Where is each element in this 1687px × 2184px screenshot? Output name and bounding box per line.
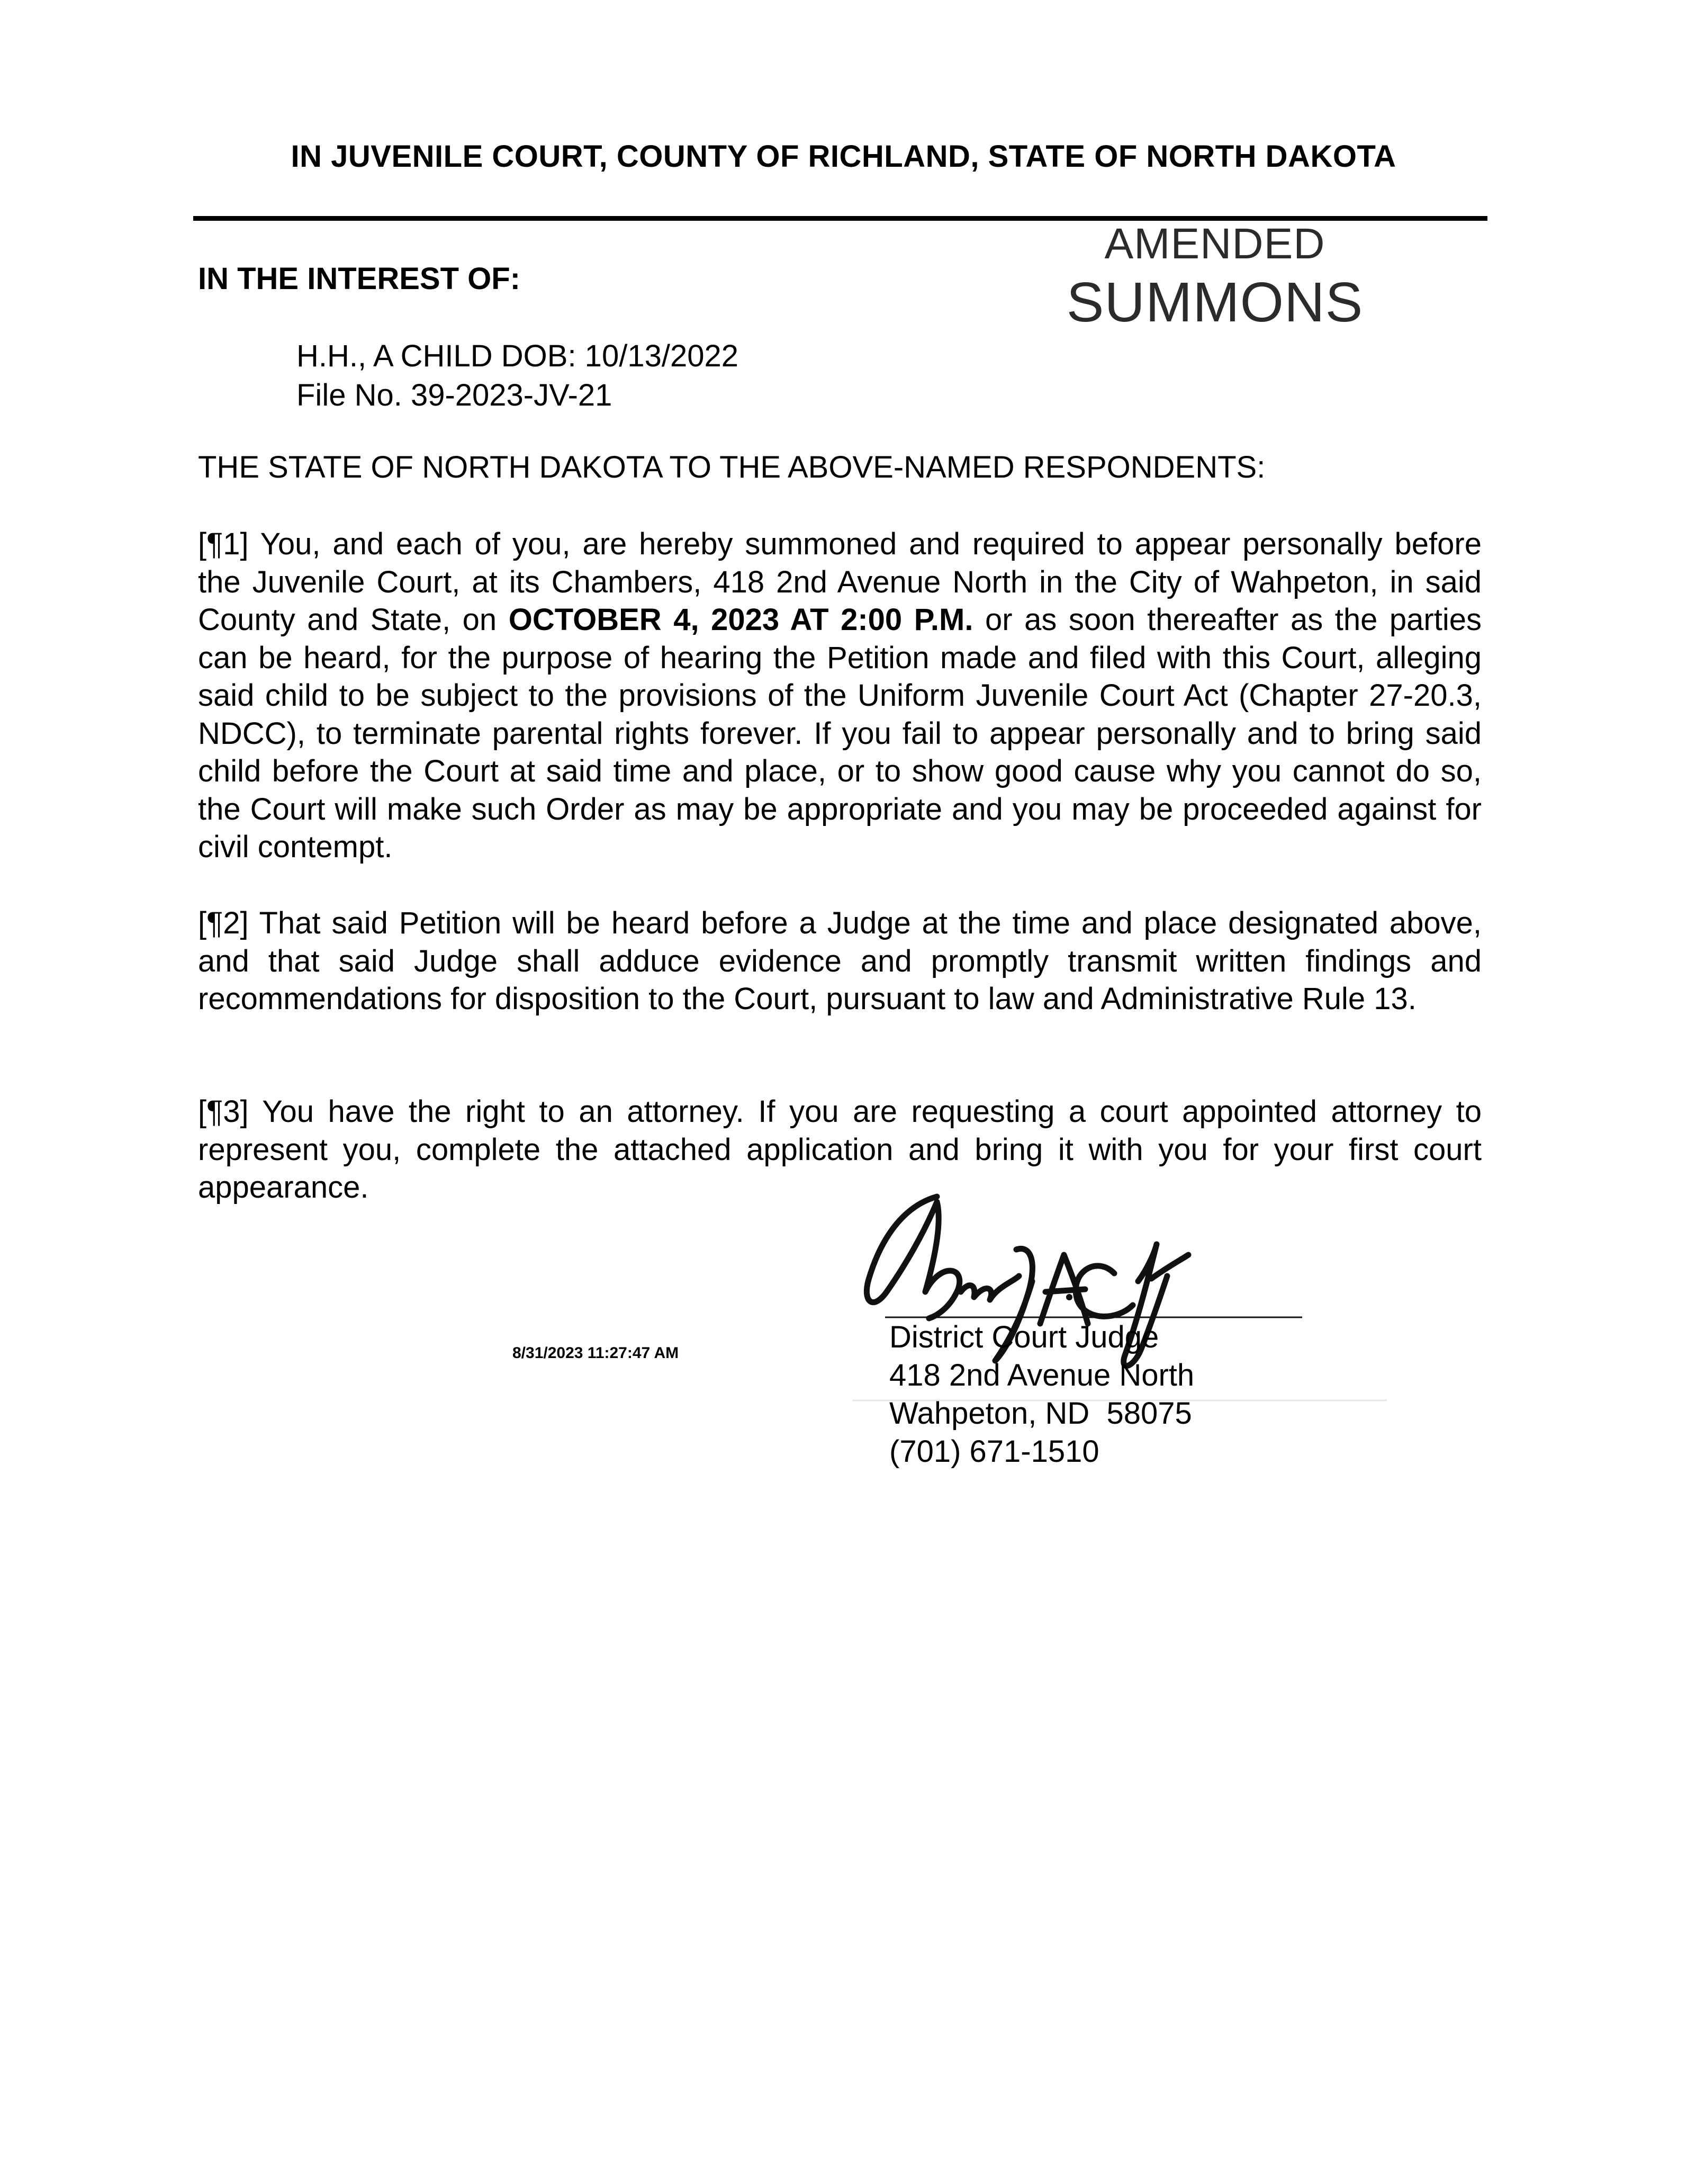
paragraph-1-text-cont: or as soon thereafter as the parties can be heard, for the purpose of hearing the Petition made and filed with this Court, alleging said child to be subject to the provisions of the Uniform Juvenile Court Act (Chapter 27-20.3, NDCC), to terminate parental rights forever. If you fail to appear personally and to bring said child before the Court at said time and place, or to show good cause why you cannot do so, the Court will make such Order as may be appropriate and you may be proceeded against for civil contempt. — [198, 603, 1482, 864]
signer-address-1: 418 2nd Avenue North — [889, 1358, 1195, 1392]
amended-summons-stamp — [1056, 220, 1374, 334]
court-title: IN JUVENILE COURT, COUNTY OF RICHLAND, STATE OF NORTH DAKOTA — [291, 139, 1396, 174]
stamp-summons: SUMMONS — [1066, 271, 1364, 334]
signature-timestamp: 8/31/2023 11:27:47 AM — [512, 1344, 679, 1362]
interest-label: IN THE INTEREST OF: — [198, 262, 520, 296]
hearing-date: OCTOBER 4, 2023 AT 2:00 P.M. — [508, 603, 973, 637]
file-number: File No. 39-2023-JV-21 — [296, 378, 612, 412]
paragraph-1-text: [¶1] You, and each of you, are hereby summoned and required to appear personally before the Juvenile Court, at its Chambers, 418 2nd Avenue North in the City of Wahpeton, in said County and State, on — [198, 527, 1482, 637]
signer-phone: (701) 671-1510 — [889, 1434, 1099, 1469]
paragraph-3: [¶3] You have the right to an attorney. If you are requesting a court appointed attorney to represent you, complete the attached application and bring it with you for your first court appearance. — [198, 1094, 1482, 1205]
child-info — [296, 337, 738, 415]
address-line: THE STATE OF NORTH DAKOTA TO THE ABOVE-NAMED RESPONDENTS: — [198, 450, 1266, 484]
paragraph-1 — [198, 525, 1482, 866]
child-line: H.H., A CHILD DOB: 10/13/2022 — [296, 339, 738, 373]
signature-block — [889, 1318, 1194, 1471]
signer-title: District Court Judge — [889, 1320, 1159, 1354]
stamp-amended: AMENDED — [1104, 220, 1325, 268]
signer-address-2: Wahpeton, ND 58075 — [889, 1396, 1192, 1431]
paragraph-2: [¶2] That said Petition will be heard before a Judge at the time and place designated above, and that said Judge shall adduce evidence and promptly transmit written findings and recommendations for disposition to the Court, pursuant to law and Administrative Rule 13. — [198, 906, 1482, 1016]
